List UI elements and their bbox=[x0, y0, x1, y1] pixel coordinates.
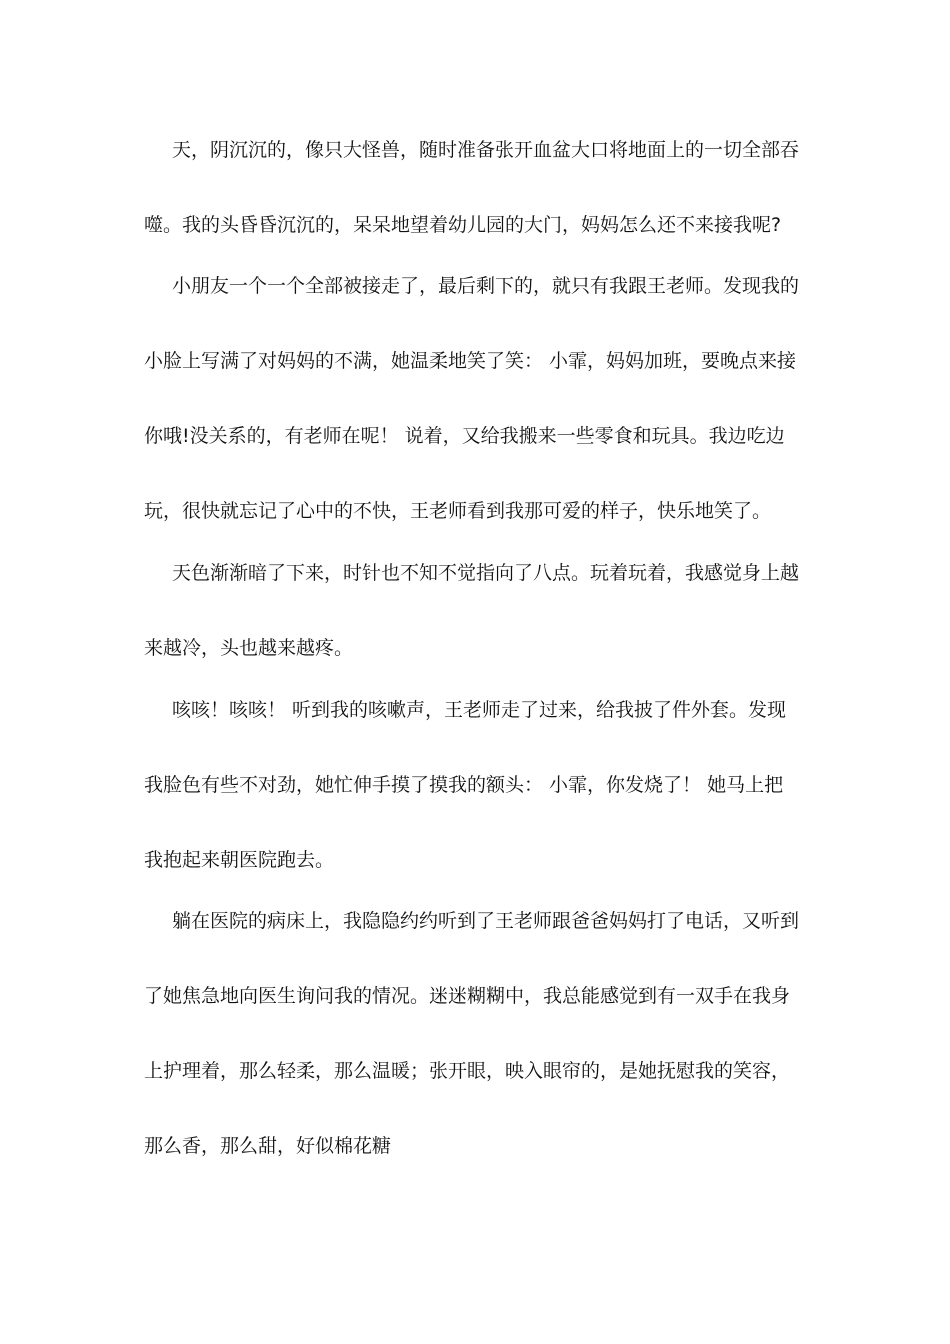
text-line: 小脸上写满了对妈妈的不满，她温柔地笑了笑： 小霏，妈妈加班，要晚点来接 bbox=[144, 350, 797, 372]
text-line: 躺在医院的病床上，我隐隐约约听到了王老师跟爸爸妈妈打了电话，又听到 bbox=[172, 910, 800, 932]
text-line: 天，阴沉沉的，像只大怪兽，随时准备张开血盆大口将地面上的一切全部吞 bbox=[172, 139, 800, 161]
text-line: 我抱起来朝医院跑去。 bbox=[144, 849, 335, 871]
text-line: 我脸色有些不对劲，她忙伸手摸了摸我的额头： 小霏，你发烧了！ 她马上把 bbox=[144, 774, 784, 796]
text-line: 玩，很快就忘记了心中的不快，王老师看到我那可爱的样子，快乐地笑了。 bbox=[144, 500, 772, 522]
text-line: 上护理着，那么轻柔，那么温暖；张开眼，映入眼帘的，是她抚慰我的笑容， bbox=[144, 1060, 791, 1082]
text-line: 天色渐渐暗了下来，时针也不知不觉指向了八点。玩着玩着，我感觉身上越 bbox=[172, 562, 800, 584]
text-line: 咳咳！咳咳！ 听到我的咳嗽声，王老师走了过来，给我披了件外套。发现 bbox=[172, 699, 787, 721]
text-line: 小朋友一个一个全部被接走了，最后剩下的，就只有我跟王老师。发现我的 bbox=[172, 275, 800, 297]
text-line: 来越冷，头也越来越疼。 bbox=[144, 637, 354, 659]
text-line: 你哦!没关系的，有老师在呢！ 说着，又给我搬来一些零食和玩具。我边吃边 bbox=[144, 425, 785, 447]
text-line: 噬。我的头昏昏沉沉的，呆呆地望着幼儿园的大门，妈妈怎么还不来接我呢? bbox=[144, 214, 782, 236]
text-line: 了她焦急地向医生询问我的情况。迷迷糊糊中，我总能感觉到有一双手在我身 bbox=[144, 985, 791, 1007]
text-line: 那么香，那么甜，好似棉花糖 bbox=[144, 1135, 392, 1157]
